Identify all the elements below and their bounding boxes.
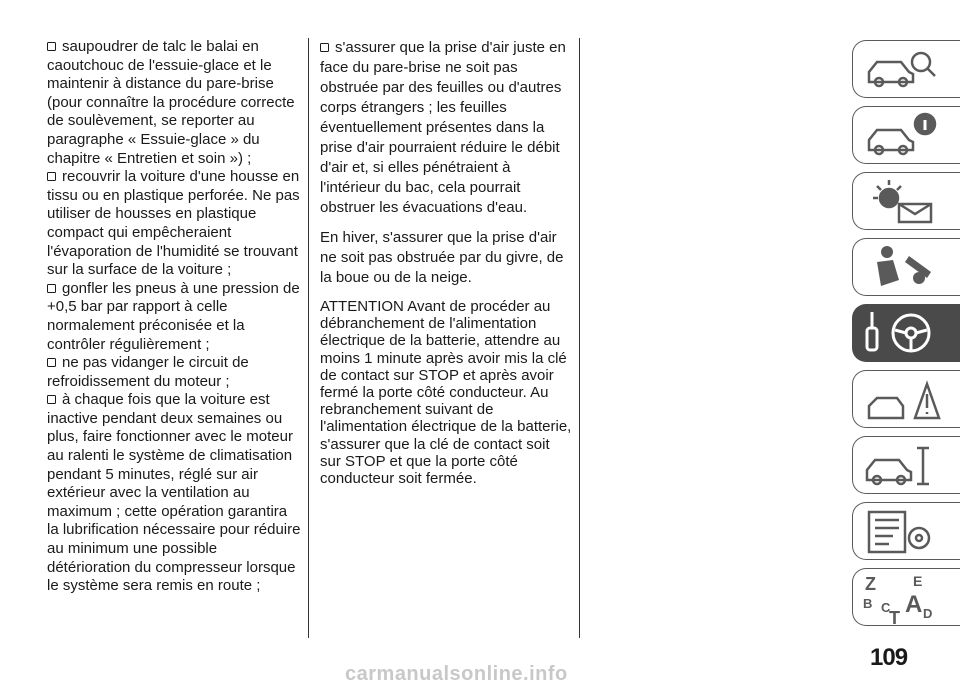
key-steering-wheel-icon <box>859 308 949 358</box>
column-divider <box>579 38 580 638</box>
tab-seatbelt-airbag[interactable] <box>852 238 960 296</box>
tab-car-search[interactable] <box>852 40 960 98</box>
checkbox-bullet-icon <box>47 42 56 51</box>
list-item: à chaque fois que la voiture est inactive pendant deux semaines ou plus, faire fonctionner avec le moteur au ralenti le système de climatisation pendant 5 minutes, réglé sur air extérieur avec la ventilation au maximum ; cette opération garantira la lubrification nécessaire pour réduire au minimum une possible détérioration du compresseur lorsque le système sera remis en route ; <box>47 391 301 595</box>
checkbox-bullet-icon <box>47 358 56 367</box>
tab-specs-gear[interactable] <box>852 502 960 560</box>
list-item: saupoudrer de talc le balai en caoutchouc de l'essuie-glace et le maintenir à distance du pare-brise (pour connaître la procédure correcte de soulèvement, se reporter au paragraphe « Essuie-glace » du chapitre « Entretien et soin ») ; <box>47 38 295 167</box>
page-number: 109 <box>870 644 908 671</box>
tab-index[interactable] <box>852 568 960 626</box>
list-item: s'assurer que la prise d'air juste en face du pare-brise ne soit pas obstruée par des feuilles ou d'autres corps étrangers ; les feuilles éventuellement présentes dans la prise d'air pourraient réduire le débit d'air et, si elles pénétraient à l'intérieur du bac, cela pourrait obstruer les évacuations d'eau. <box>320 39 566 216</box>
checkbox-bullet-icon <box>47 284 56 293</box>
index-letter: A <box>905 591 923 618</box>
tab-car-wrench[interactable] <box>852 436 960 494</box>
road-warning-icon <box>859 374 949 424</box>
list-item: recouvrir la voiture d'une housse en tissu ou en plastique perforée. Ne pas utiliser de housses en plastique compact qui empêcheraient l'évaporation de l'humidité se trouvant sur la surface de la voiture ; <box>47 168 300 279</box>
index-letter: C <box>881 600 891 615</box>
warning-lights-icon <box>859 176 949 226</box>
index-letters-icon <box>859 572 949 626</box>
car-wrench-icon <box>859 440 949 490</box>
right-column <box>320 38 574 487</box>
footer-watermark: carmanualsonline.info <box>345 663 568 685</box>
index-letter: D <box>923 606 933 621</box>
car-search-icon <box>859 44 949 94</box>
tab-car-info[interactable] <box>852 106 960 164</box>
left-column <box>47 38 301 596</box>
index-letter: B <box>863 596 873 611</box>
checkbox-bullet-icon <box>320 43 329 52</box>
seatbelt-airbag-icon <box>859 242 949 292</box>
list-item: gonfler les pneus à une pression de +0,5 bar par rapport à celle normalement préconisée et la contrôler régulièrement ; <box>47 279 300 353</box>
index-letter: E <box>913 573 923 589</box>
column-divider <box>308 38 309 638</box>
body-paragraph: En hiver, s'assurer que la prise d'air ne soit pas obstruée par du givre, de la boue ou de la neige. <box>320 229 564 286</box>
tab-warning-lights[interactable] <box>852 172 960 230</box>
checkbox-bullet-icon <box>47 395 56 404</box>
list-item: ne pas vidanger le circuit de refroidissement du moteur ; <box>47 354 249 390</box>
index-letter: T <box>889 608 900 626</box>
warning-paragraph: ATTENTION Avant de procéder au débranchement de l'alimentation électrique de la batterie, attendre au moins 1 minute après avoir mis la clé de contact sur STOP et après avoir fermé la porte côté conducteur. Au rebranchement suivant de l'alimentation électrique de la batterie, s'assurer que la clé de contact soit sur STOP et que la porte côté conducteur soit fermée. <box>320 298 572 488</box>
tab-road-warning[interactable] <box>852 370 960 428</box>
car-info-icon <box>859 110 949 160</box>
chapter-tabs <box>852 40 960 634</box>
index-letter: Z <box>865 574 876 594</box>
tab-key-steering-wheel[interactable] <box>852 304 960 362</box>
checkbox-bullet-icon <box>47 172 56 181</box>
specs-gear-icon <box>859 506 949 556</box>
